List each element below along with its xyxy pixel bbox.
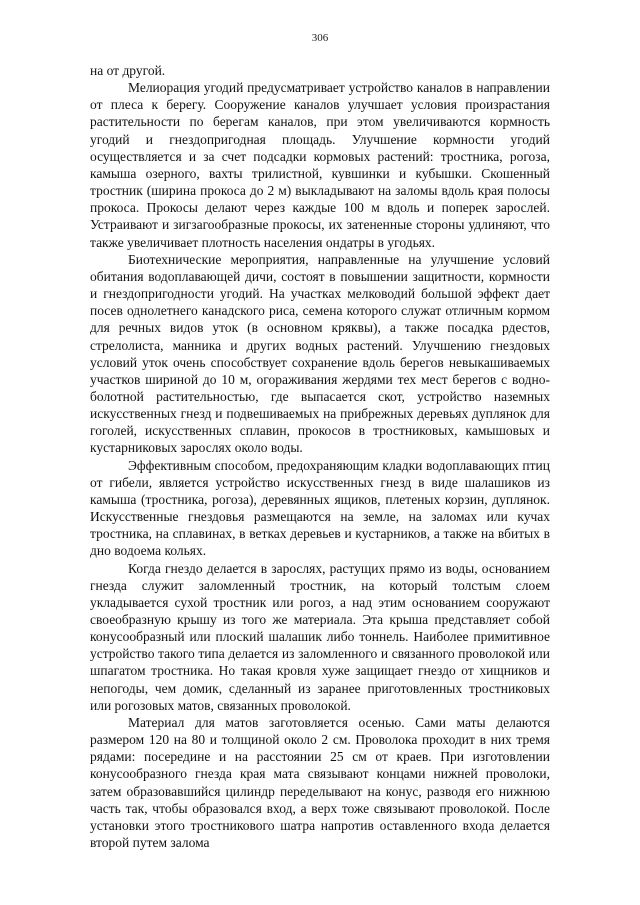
- paragraph-mats-material: Материал для матов заготовляется осенью. Сами маты делаются размером 120 на 80 и толщиной около 2 см. Проволока проходит в них тремя рядами: посередине и на расстоянии 25 см от краев. При изготовлении конусообразного гнезда края мата связывают концами нижней проволоки, затем образовавшийся цилиндр переделывают на конус, разводя его нижнюю часть так, чтобы образовался вход, а верх тоже связывают проволокой. После установки этого тростникового шатра напротив оставленного входа делается второй путем залома: [90, 714, 550, 851]
- body-text: [90, 62, 550, 851]
- paragraph-biotechnical-measures: Биотехнические мероприятия, направленные на улучшение условий обитания водоплавающей дичи, состоят в повышении защитности, кормности и гнездопригодности угодий. На участках мелководий большой эффект дает посев однолетнего канадского риса, семена которого служат отличным кормом для речных видов уток (в основном кряквы), а также посадка рдестов, стрелолиста, манника и других водных растений. Улучшению гнездовых условий уток очень способствует сохранение вдоль берегов невыкашиваемых участков шириной до 10 м, огораживания жердями тех мест берегов с водно-болотной растительностью, где выпасается скот, устройство наземных искусственных гнезд и подвешиваемых на прибрежных деревьях дуплянок для гоголей, искусственных сплавин, прокосов в тростниковых, камышовых и кустарниковых зарослях около воды.: [90, 251, 550, 456]
- paragraph-continuation: на от другой.: [90, 63, 166, 78]
- paragraph-artificial-nests: Эффективным способом, предохраняющим кладки водоплавающих птиц от гибели, является устройство искусственных гнезд в виде шалашиков из камыша (тростника, рогоза), деревянных ящиков, плетеных корзин, дуплянок. Искусственные гнездовья размещаются на земле, на заломах или кучах тростника, на сплавинах, в ветках деревьев и кустарников, а также на вбитых в дно водоема кольях.: [90, 457, 550, 559]
- page-number: 306: [311, 32, 329, 44]
- paragraph-nest-in-reeds: Когда гнездо делается в зарослях, растущих прямо из воды, основанием гнезда служит заломленный тростник, на который толстым слоем укладывается сухой тростник или рогоз, а над этим основанием сооружают своеобразную крышу из того же материала. Эта крыша представляет собой конусообразный или плоский шалашик либо тоннель. Наиболее примитивное устройство такого типа делается из заломленного и связанного проволокой или шпагатом тростника. Но такая кровля хуже защищает гнездо от хищников и непогоды, чем домик, сделанный из заранее приготовленных тростниковых или рогозовых матов, связанных проволокой.: [90, 560, 550, 713]
- paragraph-land-reclamation: Мелиорация угодий предусматривает устройство каналов в направлении от плеса к берегу. Сооружение каналов улучшает условия произрастания растительности по берегам каналов, при этом увеличиваются кормность угодий и гнездопригодная площадь. Улучшение кормности угодий осуществляется и за счет подсадки кормовых растений: тростника, рогоза, камыша озерного, вахты трилистной, кувшинки и кубышки. Скошенный тростник (ширина прокоса до 2 м) выкладывают на заломы вдоль края полосы прокоса. Прокосы делают через каждые 100 м вдоль и поперек зарослей. Устраивают и зигзагообразные прокосы, их затененные стороны удлиняют, что также увеличивает плотность населения ондатры в угодьях.: [90, 80, 550, 250]
